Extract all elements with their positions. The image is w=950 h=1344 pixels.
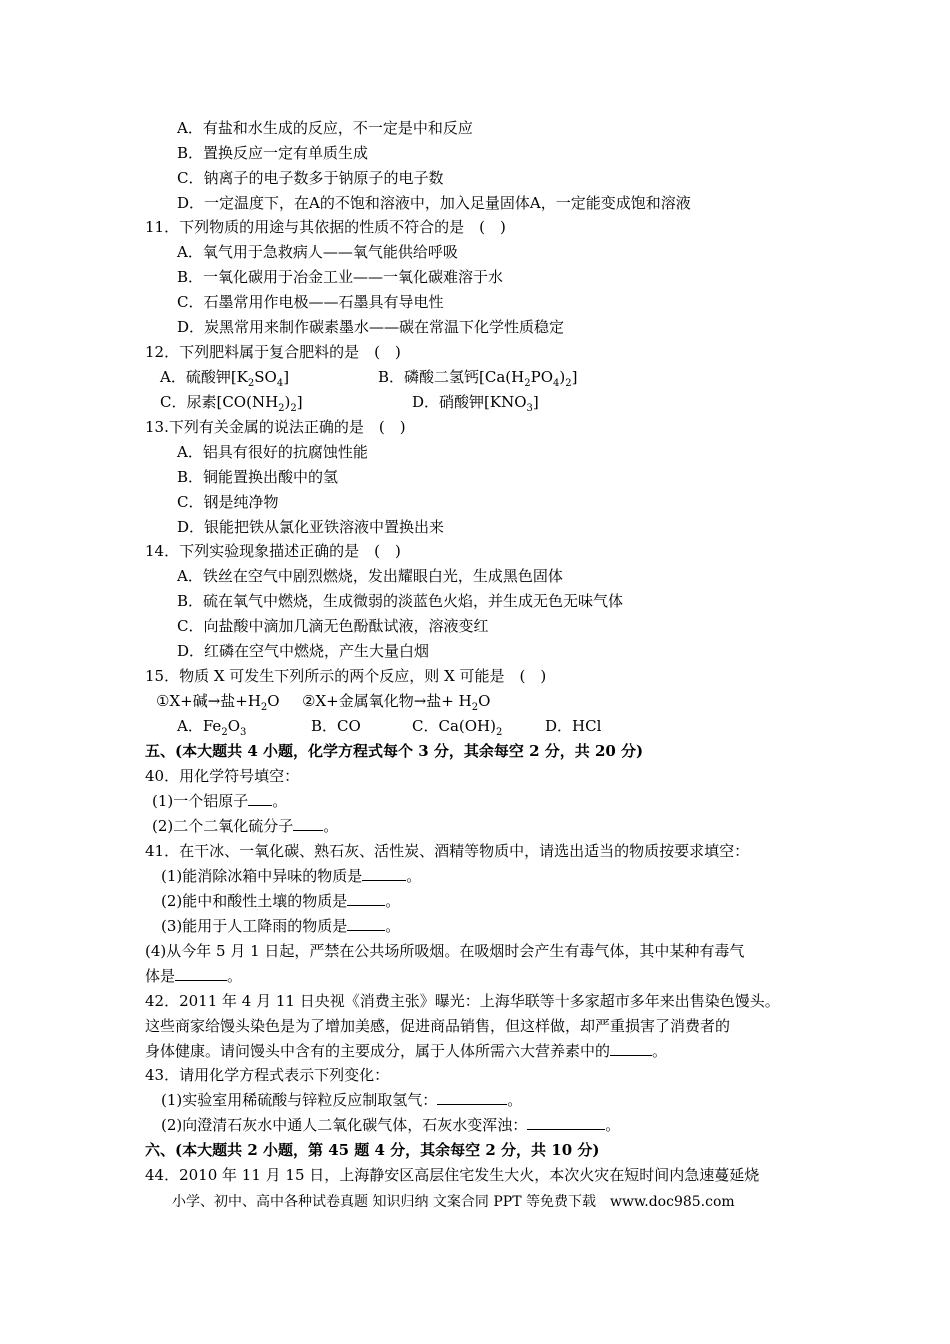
- q41-sub-3: (3)能用于人工降雨的物质是 。: [161, 917, 401, 935]
- q15-option-c: C．$Ca(OH)_2$: [412, 717, 503, 738]
- q10-option-b: B．置换反应一定有单质生成: [177, 144, 369, 162]
- answer-blank[interactable]: [293, 816, 323, 831]
- q14-option-a: A．铁丝在空气中剧烈燃烧，发出耀眼白光，生成黑色固体: [177, 567, 563, 585]
- q40-stem: 40．用化学符号填空：: [145, 767, 300, 785]
- answer-blank[interactable]: [347, 916, 385, 931]
- page-footer: 小学、初中、高中各种试卷真题 知识归纳 文案合同 PPT 等免费下载 www.doc985.com: [172, 1194, 735, 1210]
- q12-option-c: C．尿素$[CO(NH_2)_2]$: [160, 393, 303, 414]
- q41-stem: 41．在干冰、一氧化碳、熟石灰、活性炭、酒精等物质中，请选出适当的物质按要求填空：: [145, 842, 750, 860]
- q12-option-d: D．硝酸钾$[KNO_3]$: [412, 393, 539, 414]
- q11-option-d: D．炭黑常用来制作碳素墨水——碳在常温下化学性质稳定: [177, 318, 565, 336]
- q14-option-c: C．向盐酸中滴加几滴无色酚酞试液，溶液变红: [177, 617, 489, 635]
- q13-stem: 13.下列有关金属的说法正确的是 ( ): [145, 418, 406, 436]
- q41-sub-4: (4)从今年 5 月 1 日起，严禁在公共场所吸烟。在吸烟时会产生有毒气体，其中某种有毒气: [145, 942, 745, 960]
- q13-option-a: A．铝具有很好的抗腐蚀性能: [177, 443, 368, 461]
- q10-option-c: C．钠离子的电子数多于钠原子的电子数: [177, 169, 444, 187]
- q15-option-d: D．HCl: [545, 717, 602, 735]
- answer-blank[interactable]: [610, 1041, 652, 1056]
- q11-stem: 11．下列物质的用途与其依据的性质不符合的是 ( ): [145, 218, 506, 236]
- answer-blank[interactable]: [248, 791, 272, 806]
- q10-option-d: D．一定温度下，在A的不饱和溶液中，加入足量固体A，一定能变成饱和溶液: [177, 194, 691, 212]
- q11-option-c: C．石墨常用作电极——石墨具有导电性: [177, 293, 444, 311]
- q42-line-2: 这些商家给馒头染色是为了增加美感，促进商品销售，但这样做，却严重损害了消费者的: [145, 1017, 731, 1035]
- q13-option-c: C．钢是纯净物: [177, 493, 279, 511]
- q15-option-a: A．$Fe_2O_3$: [177, 717, 247, 738]
- q41-sub-2: (2)能中和酸性土壤的物质是 。: [161, 892, 401, 910]
- q15-option-b: B．CO: [311, 717, 361, 735]
- q43-sub-2: (2)向澄清石灰水中通人二氧化碳气体，石灰水变浑浊： 。: [161, 1116, 621, 1134]
- q12-stem: 12．下列肥料属于复合肥料的是 ( ): [145, 343, 401, 361]
- section-5-heading: 五、(本大题共 4 小题，化学方程式每个 3 分，其余每空 2 分，共 20 分): [145, 742, 644, 760]
- section-6-heading: 六、(本大题共 2 小题，第 45 题 4 分，其余每空 2 分，共 10 分): [145, 1141, 600, 1159]
- q15-reaction-1: ①X+碱→盐$+H_2O$: [156, 692, 280, 713]
- q11-option-a: A．氧气用于急救病人——氧气能供给呼吸: [177, 243, 458, 261]
- q15-reaction-2: ②X+金属氧化物→盐+ $H_2O$: [302, 692, 491, 713]
- q40-sub-1: (1)一个铝原子 。: [152, 792, 288, 810]
- q44-stem: 44．2010 年 11 月 15 日，上海静安区高层住宅发生大火，本次火灾在短时间内急速蔓延烧: [145, 1166, 760, 1184]
- q10-option-a: A．有盐和水生成的反应，不一定是中和反应: [177, 119, 473, 137]
- q42-line-1: 42．2011 年 4 月 11 日央视《消费主张》曝光：上海华联等十多家超市多年来出售染色馒头。: [145, 992, 780, 1010]
- q13-option-b: B．铜能置换出酸中的氢: [177, 468, 339, 486]
- q42-line-3: 身体健康。请问馒头中含有的主要成分，属于人体所需六大营养素中的 。: [145, 1042, 668, 1060]
- answer-blank[interactable]: [527, 1115, 605, 1130]
- q43-stem: 43．请用化学方程式表示下列变化：: [145, 1066, 390, 1084]
- answer-blank[interactable]: [175, 966, 227, 981]
- q14-stem: 14．下列实验现象描述正确的是 ( ): [145, 542, 401, 560]
- answer-blank[interactable]: [362, 866, 406, 881]
- q41-sub-4-cont: 体是 。: [145, 967, 243, 985]
- q11-option-b: B．一氧化碳用于冶金工业——一氧化碳难溶于水: [177, 268, 504, 286]
- q12-option-a: A．硫酸钾$[K_2SO_4]$: [160, 368, 290, 389]
- q15-stem: 15．物质 X 可发生下列所示的两个反应，则 X 可能是 ( ): [145, 667, 547, 685]
- q43-sub-1: (1)实验室用稀硫酸与锌粒反应制取氢气： 。: [161, 1091, 523, 1109]
- q14-option-d: D．红磷在空气中燃烧，产生大量白烟: [177, 642, 430, 660]
- q40-sub-2: (2)二个二氧化硫分子 。: [152, 817, 339, 835]
- q12-option-b: B．磷酸二氢钙$[Ca(H_2PO_4)_2]$: [378, 368, 578, 389]
- q41-sub-1: (1)能消除冰箱中异味的物质是 。: [161, 867, 422, 885]
- q13-option-d: D．银能把铁从氯化亚铁溶液中置换出来: [177, 518, 445, 536]
- answer-blank[interactable]: [437, 1090, 507, 1105]
- q14-option-b: B．硫在氧气中燃烧，生成微弱的淡蓝色火焰，并生成无色无味气体: [177, 592, 624, 610]
- answer-blank[interactable]: [347, 891, 385, 906]
